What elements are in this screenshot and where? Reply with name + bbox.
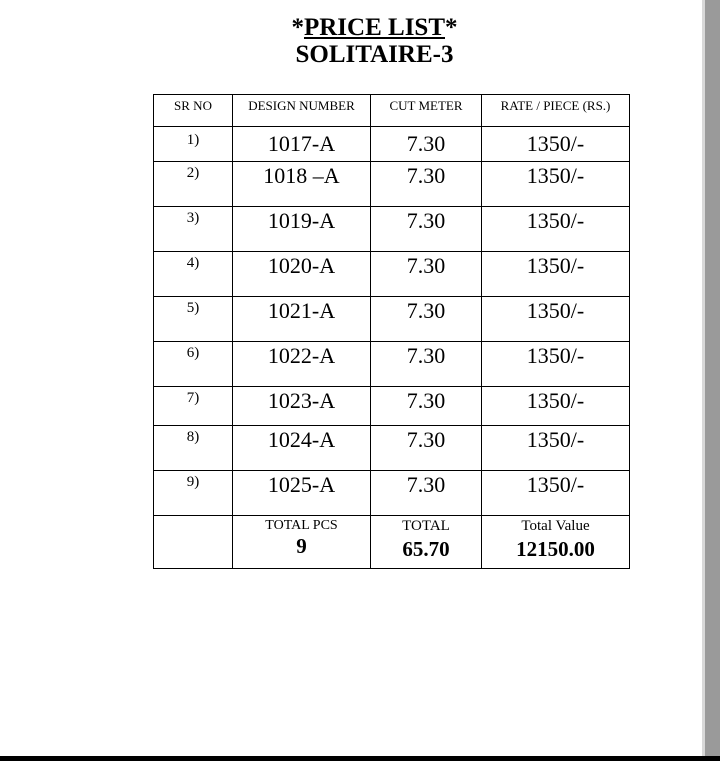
rate-cell: 1350/- [482,342,630,387]
design-number-cell: 1017-A [233,127,371,162]
table-row [154,426,630,471]
cut-meter-cell: 7.30 [371,387,482,426]
total-cut-cell [371,516,482,569]
sr-no-cell: 1) [154,127,233,162]
sr-no-cell: 9) [154,471,233,516]
total-pcs-label: TOTAL PCS [265,518,338,533]
table-row [154,162,630,207]
table-header-row [154,95,630,127]
totals-row [154,516,630,569]
title-star-right: * [445,14,458,41]
sr-no-cell: 5) [154,297,233,342]
design-number-cell: 1018 –A [233,162,371,207]
total-pcs-value: 9 [296,534,307,558]
table-row [154,387,630,426]
price-table [153,94,630,569]
design-number-cell: 1021-A [233,297,371,342]
total-value-label: Total Value [521,518,590,534]
table-row [154,471,630,516]
title-text: PRICE LIST [303,14,445,41]
rate-cell: 1350/- [482,127,630,162]
cut-meter-cell: 7.30 [371,471,482,516]
cut-meter-cell: 7.30 [371,342,482,387]
rate-cell: 1350/- [482,252,630,297]
total-value-value: 12150.00 [516,537,595,561]
sr-no-cell: 6) [154,342,233,387]
sr-no-cell: 4) [154,252,233,297]
totals-empty-cell [154,516,233,569]
design-number-cell: 1019-A [233,207,371,252]
table-row [154,252,630,297]
rate-cell: 1350/- [482,207,630,252]
column-header-cut-meter: CUT METER [371,95,482,127]
cut-meter-cell: 7.30 [371,207,482,252]
total-cut-value: 65.70 [402,537,450,561]
cut-meter-cell: 7.30 [371,127,482,162]
cut-meter-cell: 7.30 [371,252,482,297]
rate-cell: 1350/- [482,162,630,207]
sr-no-cell: 8) [154,426,233,471]
table-row [154,207,630,252]
design-number-cell: 1024-A [233,426,371,471]
table-row [154,342,630,387]
total-cut-label: TOTAL [402,518,450,534]
page-edge [702,0,705,756]
design-number-cell: 1020-A [233,252,371,297]
total-value-cell [482,516,630,569]
design-number-cell: 1023-A [233,387,371,426]
sr-no-cell: 2) [154,162,233,207]
cut-meter-cell: 7.30 [371,426,482,471]
column-header-rate-per-piece: RATE / PIECE (RS.) [482,95,630,127]
design-number-cell: 1025-A [233,471,371,516]
page-title [0,14,720,42]
title-star-left: * [291,14,304,41]
sr-no-cell: 3) [154,207,233,252]
design-number-cell: 1022-A [233,342,371,387]
table-row [154,297,630,342]
column-header-design-number: DESIGN NUMBER [233,95,371,127]
rate-cell: 1350/- [482,471,630,516]
total-pcs-cell [233,516,371,569]
page-subtitle: SOLITAIRE-3 [295,41,454,68]
column-header-sr-no: SR NO [154,95,233,127]
table-row [154,127,630,162]
rate-cell: 1350/- [482,426,630,471]
sr-no-cell: 7) [154,387,233,426]
cut-meter-cell: 7.30 [371,297,482,342]
cut-meter-cell: 7.30 [371,162,482,207]
rate-cell: 1350/- [482,297,630,342]
rate-cell: 1350/- [482,387,630,426]
